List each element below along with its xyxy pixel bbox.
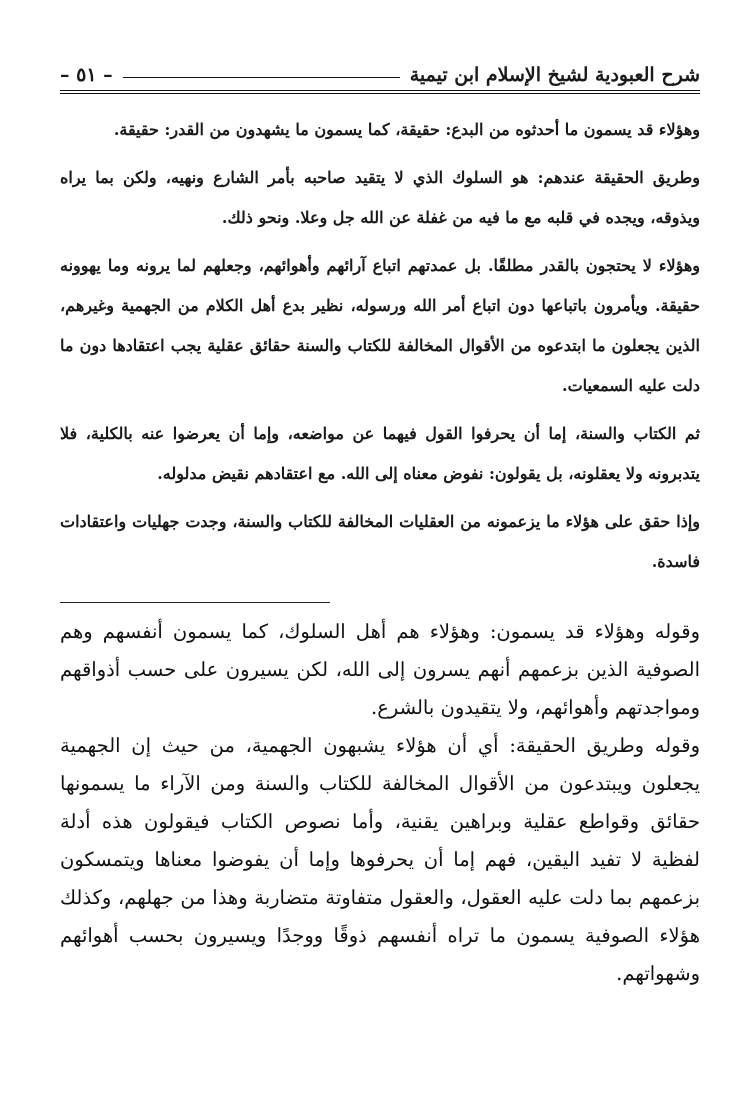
book-page (60, 50, 700, 1080)
main-text (60, 110, 700, 582)
header-rule (123, 77, 400, 78)
main-paragraph-3: وهؤلاء لا يحتجون بالقدر مطلقًا. بل عمدتهم اتباع آرائهم وأهوائهم، وجعلهم لما يرونه وما يهوونه حقيقة. ويأمرون باتباعها دون اتباع أمر الله ورسوله، نظير بدع أهل الكلام من الجهمية وغيرهم، الذين يجعلون ما ابتدعوه من الأقوال المخالفة للكتاب والسنة حقائق عقلية يجب اعتقادها دون ما دلت عليه السمعيات. (60, 256, 700, 395)
page-number: – ٥١ – (60, 64, 113, 86)
book-title: شرح العبودية لشيخ الإسلام ابن تيمية (409, 64, 700, 86)
commentary-paragraph-2: وقوله وطريق الحقيقة: أي أن هؤلاء يشبهون الجهمية، من حيث إن الجهمية يجعلون ويبتدعون من الأقوال المخالفة للكتاب والسنة ومن الآراء ما يسمونها حقائق وقواطع عقلية وبراهين يقنية، وأما نصوص الكتاب فيقولون هذه أدلة لفظية لا تفيد اليقين، فهم إما أن يحرفوها وإما أن يفوضوا معناها ويتمسكون بزعمهم بما دلت عليه العقول، والعقول متفاوتة متضاربة وهذا من جهلهم، وكذلك هؤلاء الصوفية يسمون ما تراه أنفسهم ذوقًا ووجدًا ويسيرون بحسب أهوائهم وشهواتهم. (60, 734, 700, 985)
commentary-paragraph-1: وقوله وهؤلاء قد يسمون: وهؤلاء هم أهل السلوك، كما يسمون أنفسهم وهم الصوفية الذين بزعمهم أنهم يسرون إلى الله، لكن يسيرون على حسب أذواقهم ومواجدتهم وأهوائهم، ولا يتقيدون بالشرع. (60, 620, 700, 719)
running-header (60, 50, 700, 94)
main-paragraph-1: وهؤلاء قد يسمون ما أحدثوه من البدع: حقيقة، كما يسمون ما يشهدون من القدر: حقيقة. (113, 120, 700, 139)
commentary-section (60, 613, 700, 993)
main-paragraph-4: ثم الكتاب والسنة، إما أن يحرفوا القول فيهما عن مواضعه، وإما أن يعرضوا عنه بالكلية، فلا يتدبرونه ولا يعقلونه، بل يقولون: نفوض معناه إلى الله. مع اعتقادهم نقيض مدلوله. (60, 424, 700, 483)
main-paragraph-2: وطريق الحقيقة عندهم: هو السلوك الذي لا يتقيد صاحبه بأمر الشارع ونهيه، ولكن بما يراه ويذوقه، ويجده في قلبه مع ما فيه من غفلة عن الله جل وعلا. ونحو ذلك. (60, 168, 701, 227)
main-paragraph-5: وإذا حقق على هؤلاء ما يزعمونه من العقليات المخالفة للكتاب والسنة، وجدت جهليات واعتقادات فاسدة. (60, 512, 700, 571)
footnote-divider (60, 602, 330, 603)
